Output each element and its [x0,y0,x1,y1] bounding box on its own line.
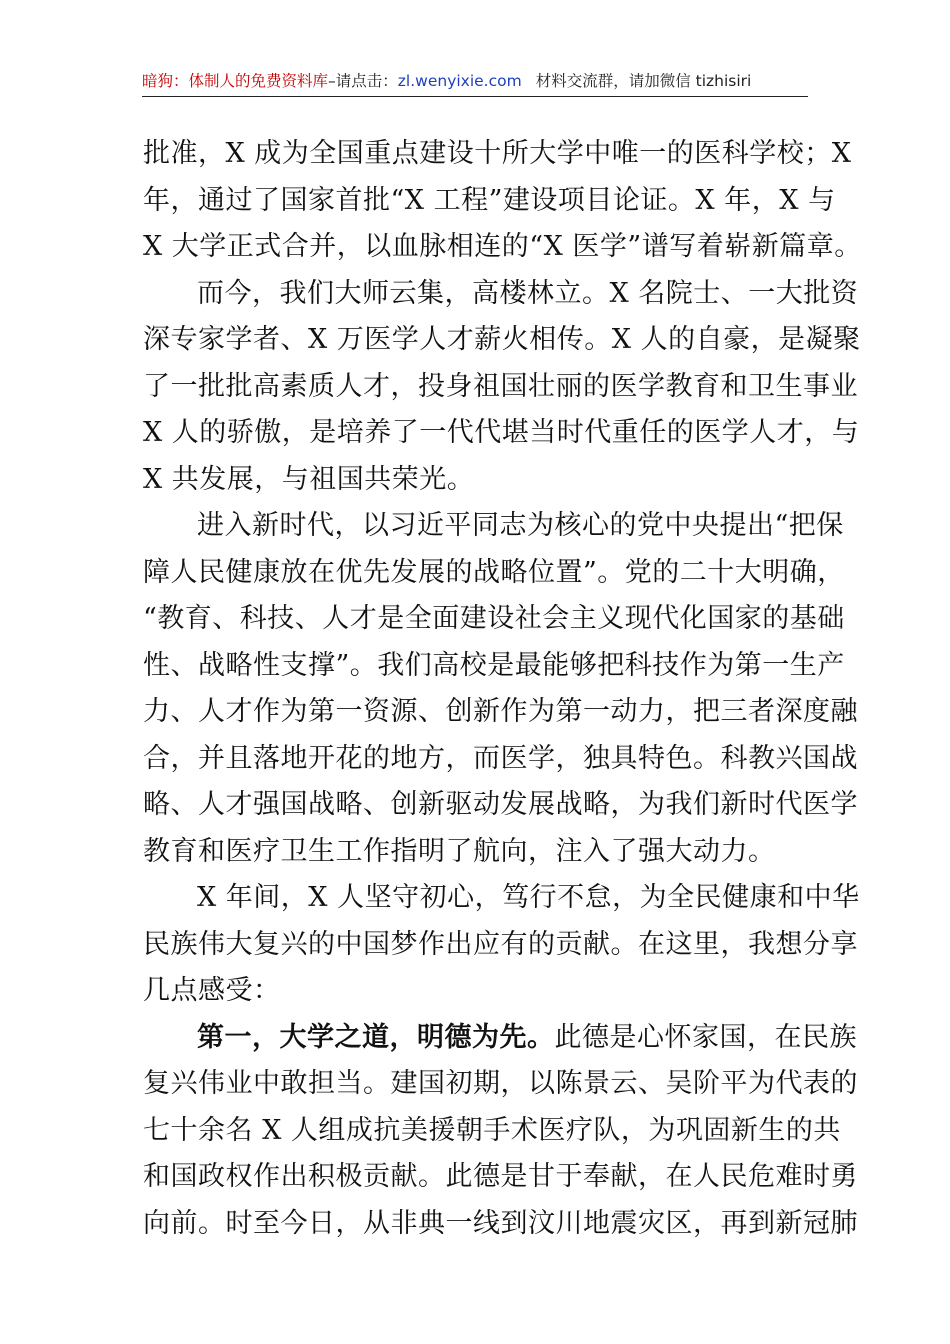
text-line: 障人民健康放在优先发展的战略位置”。党的二十大明确， [143,556,845,588]
header-prompt: –请点击： [328,72,398,90]
paragraph-last-line: X 共发展，与祖国共荣光。 [143,463,475,495]
text-line: 民族伟大复兴的中国梦作出应有的贡献。在这里，我想分享 [143,928,858,960]
text-line: 力、人才作为第一资源、创新作为第一动力，把三者深度融 [143,696,858,727]
paragraph-first-line: 进入新时代，以习近平同志为核心的党中央提出“把保 [197,510,844,541]
text-line: 七十余名 X 人组成抗美援朝手术医疗队，为巩固新生的共 [143,1114,841,1146]
text-line: 复兴伟业中敢担当。建国初期，以陈景云、吴阶平为代表的 [143,1068,858,1099]
text-line: 合，并且落地开花的地方，而医学，独具特色。科教兴国战 [143,742,858,774]
text-line: 了一批批高素质人才，投身祖国壮丽的医学教育和卫生事业 [143,370,858,402]
paragraph-first-line: X 年间，X 人坚守初心，笃行不怠，为全民健康和中华 [197,882,860,913]
text-line: 年，通过了国家首批“X 工程”建设项目论证。X 年，X 与 [143,184,836,216]
text-line: 深专家学者、X 万医学人才薪火相传。X 人的自豪，是凝聚 [143,324,861,355]
header-group-note: 材料交流群，请加微信 tizhisiri [535,72,752,90]
text-line: 性、战略性支撑”。我们高校是最能够把科技作为第一生产 [143,649,845,681]
paragraph-first-line: 而今，我们大师云集，高楼林立。X 名院士、一大批资 [197,277,859,309]
document-body [143,131,862,1247]
paragraph-last-line: 教育和医疗卫生工作指明了航向，注入了强大动力。 [143,835,776,867]
paragraph-last-line: 几点感受： [143,975,281,1006]
text-line: “教育、科技、人才是全面建设社会主义现代化国家的基础 [143,603,845,634]
text-line: 向前。时至今日，从非典一线到汶川地震灾区，再到新冠肺 [143,1207,858,1239]
text-line: 批准，X 成为全国重点建设十所大学中唯一的医科学校；X [143,138,852,169]
text-line: X 人的骄傲，是培养了一代代堪当时代重任的医学人才，与 [143,417,860,448]
section-heading: 第一，大学之道，明德为先。 [197,1021,555,1053]
header-url-link[interactable]: zl.wenyixie.com [397,72,522,90]
header-brand: 暗狗：体制人的免费资料库 [142,72,329,90]
text-run: 此德是心怀家国，在民族 [554,1021,857,1053]
text-line: 和国政权作出积极贡献。此德是甘于奉献，在人民危难时勇 [143,1161,858,1192]
page-header [142,70,808,97]
text-line: X 大学正式合并，以血脉相连的“X 医学”谱写着崭新篇章。 [143,231,862,262]
text-line: 略、人才强国战略、创新驱动发展战略，为我们新时代医学 [143,789,858,820]
paragraph-first-line [143,1015,857,1062]
